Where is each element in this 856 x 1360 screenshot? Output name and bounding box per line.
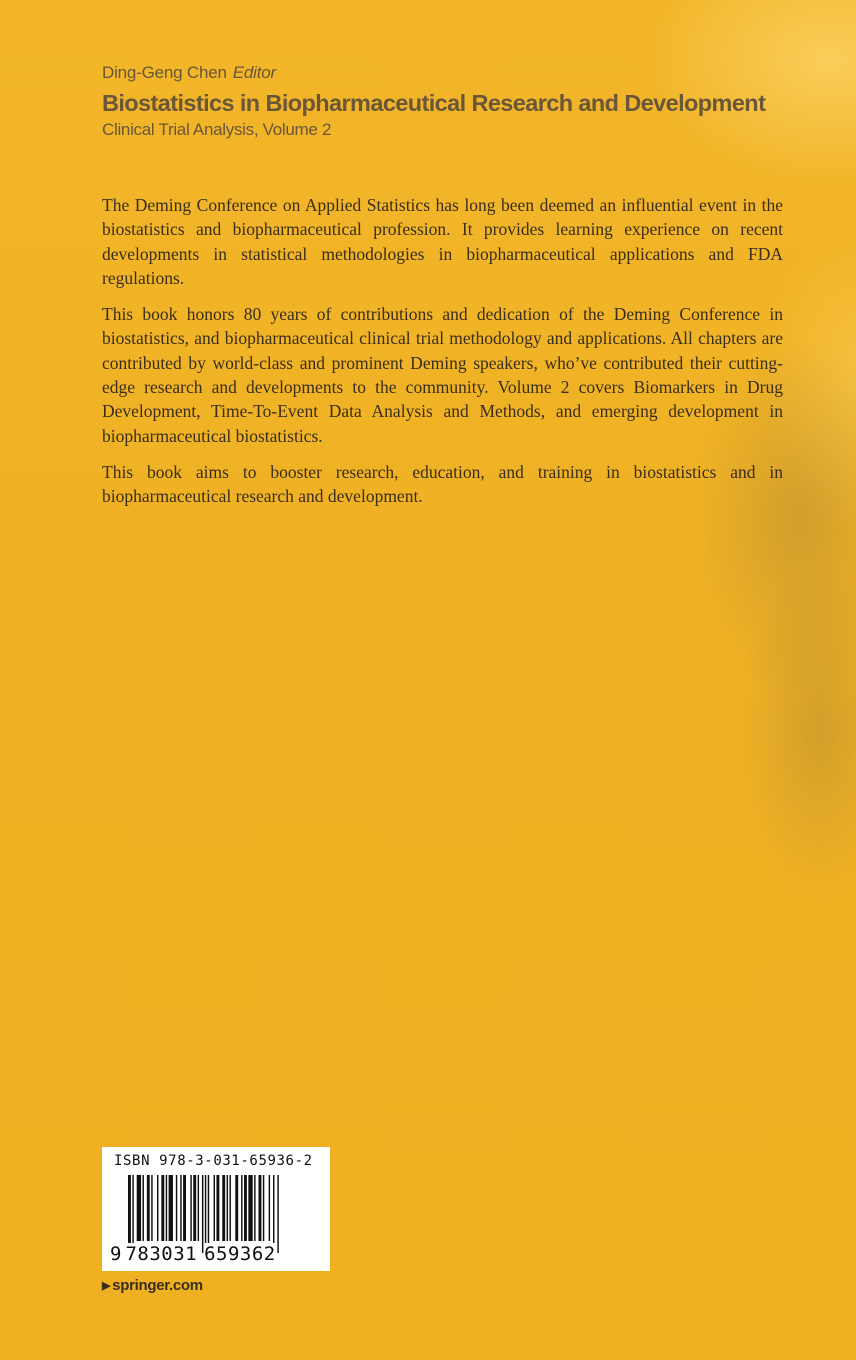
barcode-bar (137, 1175, 141, 1241)
barcode-bar (166, 1175, 167, 1241)
barcode-bar (222, 1175, 225, 1241)
cover-header (102, 62, 802, 141)
barcode-bar (214, 1175, 215, 1241)
publisher-url: springer.com (112, 1277, 203, 1294)
barcode-bar (202, 1175, 203, 1253)
barcode-bar (183, 1175, 186, 1241)
barcode-bar (227, 1175, 228, 1241)
barcode-bar (208, 1175, 209, 1253)
barcode-digits (110, 1243, 276, 1265)
barcode-bar (235, 1175, 238, 1241)
barcode-bar (248, 1175, 252, 1241)
barcode-lead-digit: 9 (110, 1243, 122, 1265)
barcode-bar (273, 1175, 274, 1253)
book-subtitle: Clinical Trial Analysis, Volume 2 (102, 120, 332, 139)
blurb-paragraph-1: The Deming Conference on Applied Statistics has long been deemed an influential event in the biostatistics and biopharmaceutical profession. It provides learning experience on recent developments in statistical methodologies in biopharmaceutical applications and FDA regulations. (102, 195, 783, 288)
isbn-barcode (102, 1147, 330, 1271)
barcode-bar (254, 1175, 255, 1241)
barcode-bar (263, 1175, 264, 1241)
barcode-bar (190, 1175, 191, 1241)
blurb-paragraph-2: This book honors 80 years of contributions and dedication of the Deming Conference in biostatistics, and biopharmaceutical clinical trial methodology and applications. All chapters are contributed by world-class and prominent Deming speakers, who’ve contributed their cutting-edge research and developments to the community. Volume 2 covers Biomarkers in Drug Development, Time-To-Event Data Analysis and Methods, and emerging development in biopharmaceutical biostatistics. (102, 304, 783, 446)
triangle-right-icon: ▶ (102, 1280, 111, 1292)
barcode-bar (143, 1175, 144, 1241)
barcode-bar (128, 1175, 131, 1253)
barcode-bar (216, 1175, 219, 1241)
barcode-bar (259, 1175, 262, 1241)
barcode-bar (151, 1175, 152, 1241)
barcode-bar (198, 1175, 199, 1241)
barcode-group-2: 659362 (204, 1243, 276, 1265)
barcode-bar (244, 1175, 247, 1241)
barcode-bar (157, 1175, 158, 1241)
barcode-bar (230, 1175, 231, 1241)
barcode-bar (176, 1175, 177, 1241)
barcode-bar (180, 1175, 181, 1241)
barcode-bar (147, 1175, 150, 1241)
editor-line (102, 62, 802, 84)
barcode-bar (241, 1175, 242, 1241)
barcode-bar (269, 1175, 270, 1241)
isbn-label: ISBN 978-3-031-65936-2 (114, 1153, 313, 1169)
barcode-bar (193, 1175, 196, 1241)
barcode-bar (205, 1175, 206, 1253)
publisher-link[interactable] (102, 1277, 203, 1294)
editor-role: Editor (232, 63, 276, 82)
blurb (102, 193, 783, 521)
barcode-bar (277, 1175, 278, 1253)
barcode-bar (161, 1175, 164, 1241)
editor-name: Ding-Geng Chen (102, 63, 227, 82)
barcode-bar (132, 1175, 133, 1253)
book-title: Biostatistics in Biopharmaceutical Research and Development (102, 90, 766, 116)
blurb-paragraph-3: This book aims to booster research, education, and training in biostatistics and in biopharmaceutical research and development. (102, 461, 783, 507)
barcode-bar (169, 1175, 173, 1241)
barcode-group-1: 783031 (125, 1243, 198, 1265)
